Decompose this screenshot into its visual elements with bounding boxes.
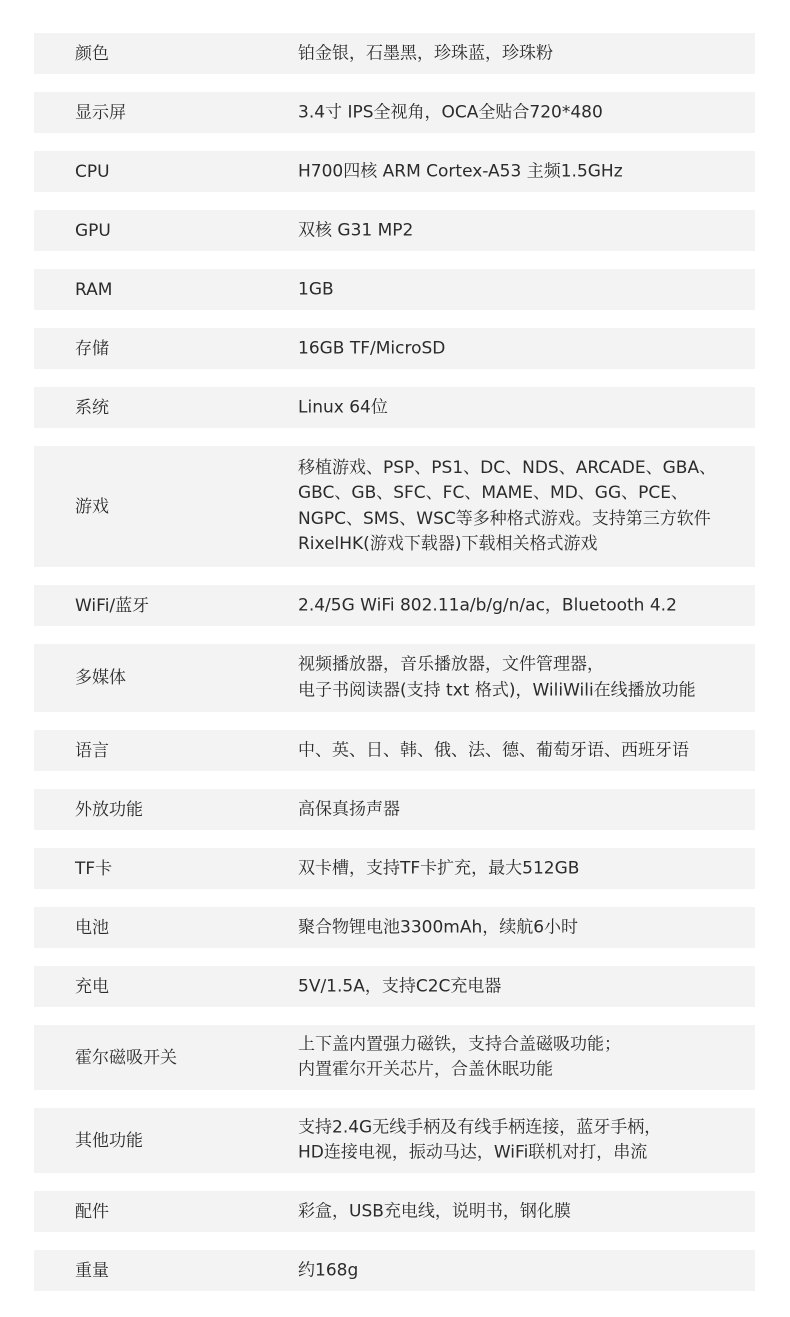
spec-value: 彩盒，USB充电线，说明书，钢化膜	[298, 1200, 571, 1221]
spec-label: CPU	[75, 161, 110, 182]
spec-value: 2.4/5G WiFi 802.11a/b/g/n/ac，Bluetooth 4.2	[298, 594, 677, 615]
spec-value: 移植游戏、PSP、PS1、DC、NDS、ARCADE、GBA、 GBC、GB、SFC、FC、MAME、MD、GG、PCE、 NGPC、SMS、WSC等多种格式游戏。支持第三方软件 RixelHK(游戏下载器)下载相关格式游戏	[298, 457, 717, 554]
spec-row	[34, 387, 755, 428]
spec-value: 上下盖内置强力磁铁，支持合盖磁吸功能； 内置霍尔开关芯片，合盖休眠功能	[298, 1034, 621, 1080]
spec-row	[34, 1250, 755, 1291]
spec-label: 电池	[75, 917, 109, 938]
spec-row	[34, 151, 755, 192]
spec-label: 配件	[75, 1201, 109, 1222]
spec-row	[34, 789, 755, 830]
spec-label: 霍尔磁吸开关	[75, 1047, 177, 1068]
spec-row	[34, 848, 755, 889]
spec-label: 颜色	[75, 43, 109, 64]
spec-label: 多媒体	[75, 668, 126, 688]
spec-row	[34, 269, 755, 310]
spec-value: 约168g	[298, 1259, 359, 1280]
spec-label: GPU	[75, 220, 111, 241]
spec-row	[34, 730, 755, 771]
spec-label: WiFi/蓝牙	[75, 595, 150, 616]
spec-value: 支持2.4G无线手柄及有线手柄连接，蓝牙手柄， HD连接电视，振动马达，WiFi联机对打，串流	[298, 1117, 662, 1163]
spec-row	[34, 1108, 755, 1173]
spec-value: 双核 G31 MP2	[298, 219, 414, 240]
spec-label: RAM	[75, 279, 113, 300]
spec-value: 3.4寸 IPS全视角，OCA全贴合720*480	[298, 101, 603, 122]
spec-value: 中、英、日、韩、俄、法、德、葡萄牙语、西班牙语	[298, 739, 689, 760]
spec-label: 外放功能	[75, 799, 143, 820]
spec-label: TF卡	[75, 858, 113, 879]
spec-row	[34, 1025, 755, 1090]
spec-value: 双卡槽，支持TF卡扩充，最大512GB	[298, 857, 580, 878]
spec-label: 语言	[75, 740, 109, 761]
spec-row	[34, 92, 755, 133]
spec-label: 重量	[75, 1260, 109, 1281]
spec-value: Linux 64位	[298, 396, 388, 417]
spec-value: 5V/1.5A，支持C2C充电器	[298, 975, 502, 996]
spec-value: 高保真扬声器	[298, 798, 400, 819]
spec-row	[34, 907, 755, 948]
spec-row	[34, 644, 755, 712]
spec-value: 铂金银，石墨黑，珍珠蓝，珍珠粉	[298, 42, 553, 63]
spec-value: 视频播放器，音乐播放器，文件管理器， 电子书阅读器(支持 txt 格式)，WiliWili在线播放功能	[298, 654, 696, 700]
spec-label: 系统	[75, 397, 109, 418]
spec-row	[34, 585, 755, 626]
spec-row	[34, 1191, 755, 1232]
spec-row	[34, 33, 755, 74]
spec-row	[34, 328, 755, 369]
spec-row	[34, 210, 755, 251]
spec-label: 存储	[75, 338, 109, 359]
spec-value: H700四核 ARM Cortex-A53 主频1.5GHz	[298, 160, 623, 181]
spec-label: 显示屏	[75, 102, 126, 123]
spec-label: 其他功能	[75, 1130, 143, 1151]
spec-value: 16GB TF/MicroSD	[298, 337, 446, 358]
spec-value: 聚合物锂电池3300mAh，续航6小时	[298, 916, 579, 937]
spec-row	[34, 446, 755, 567]
spec-value: 1GB	[298, 278, 334, 299]
spec-row	[34, 966, 755, 1007]
spec-label: 充电	[75, 976, 109, 997]
spec-label: 游戏	[75, 496, 109, 517]
